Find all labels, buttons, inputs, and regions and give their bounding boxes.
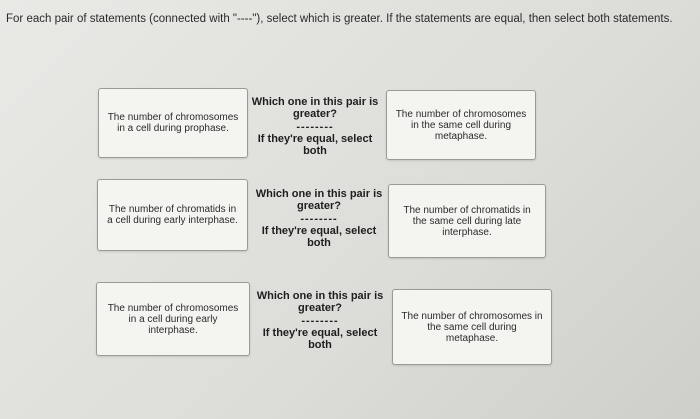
pair-2-left-statement[interactable] xyxy=(97,179,248,251)
pair-3-left-statement[interactable] xyxy=(96,282,250,356)
pair-1-left-text: The number of chromosomes in a cell during prophase. xyxy=(107,112,239,134)
pair-1-left-statement[interactable] xyxy=(98,88,248,158)
pair-3-right-text: The number of chromosomes in the same cell during metaphase. xyxy=(401,310,543,344)
pair-2-prompt-equal: If they're equal, select both xyxy=(261,225,377,249)
pair-3-prompt-equal: If they're equal, select both xyxy=(262,327,378,351)
pair-2-prompt-question: Which one in this pair is greater? xyxy=(255,188,383,212)
pair-1-prompt-question: Which one in this pair is greater? xyxy=(251,96,379,120)
pair-1-prompt xyxy=(248,96,382,157)
pair-2-right-text: The number of chromatids in the same cell during late interphase. xyxy=(403,204,531,238)
pair-3-connector: -------- xyxy=(301,315,339,327)
pair-3-prompt xyxy=(252,290,388,351)
instructions-text: For each pair of statements (connected with "----"), select which is greater. If the statements are equal, then select both statements. xyxy=(6,13,673,25)
pair-3-right-statement[interactable] xyxy=(392,289,552,365)
pair-3-prompt-question: Which one in this pair is greater? xyxy=(256,290,384,314)
pair-1-prompt-equal: If they're equal, select both xyxy=(257,133,373,157)
pair-2-connector: -------- xyxy=(300,213,338,225)
pair-1-connector: -------- xyxy=(296,121,334,133)
pair-1-right-text: The number of chromosomes in the same cell during metaphase. xyxy=(395,108,527,142)
pair-2-prompt xyxy=(252,188,386,249)
pair-2-right-statement[interactable] xyxy=(388,184,546,258)
pair-1-right-statement[interactable] xyxy=(386,90,536,160)
pair-2-left-text: The number of chromatids in a cell during early interphase. xyxy=(107,204,238,226)
pair-3-left-text: The number of chromosomes in a cell during early interphase. xyxy=(107,302,239,336)
